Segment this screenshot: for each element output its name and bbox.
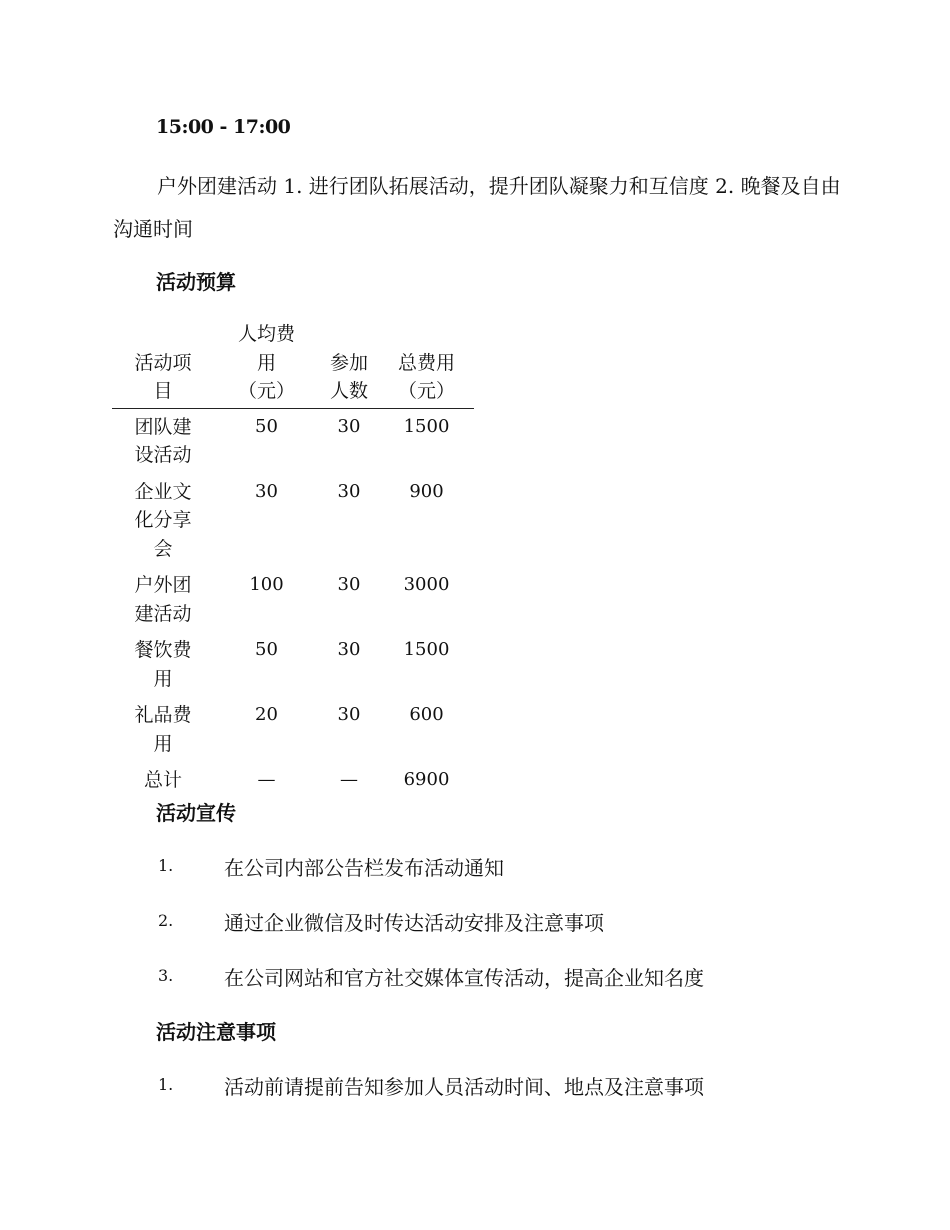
- cell-per-person: 50: [255, 639, 278, 660]
- cell-per-person: 100: [249, 574, 284, 595]
- cell-total: 900: [409, 480, 444, 502]
- cell-total: 600: [409, 704, 444, 725]
- cell-per-person: 20: [255, 704, 278, 725]
- notes-heading: 活动注意事项: [156, 1020, 276, 1044]
- table-row: [112, 632, 474, 697]
- list-number: 3.: [158, 966, 174, 985]
- col-header-item: 活动项目: [112, 318, 214, 408]
- cell-item: 企业文化分享会: [134, 480, 192, 560]
- col-header-count: 参加人数: [319, 318, 379, 408]
- list-number: 2.: [158, 911, 174, 930]
- table-row-total: [112, 762, 474, 799]
- cell-per-person: 30: [255, 480, 278, 502]
- time-range: 15:00 - 17:00: [156, 116, 291, 138]
- cell-item: 餐饮费用: [134, 639, 192, 690]
- cell-item: 礼品费用: [134, 704, 192, 755]
- cell-count: 30: [337, 704, 361, 725]
- col-header-total: 总费用（元）: [379, 318, 474, 408]
- list-number: 1.: [158, 856, 174, 875]
- budget-table: [112, 318, 474, 799]
- cell-per-person: 50: [255, 415, 278, 437]
- table-row: [112, 697, 474, 762]
- list-item: 在公司内部公告栏发布活动通知: [224, 856, 504, 880]
- cell-count: —: [340, 769, 358, 790]
- table-row: [112, 474, 474, 568]
- cell-item: 户外团建活动: [134, 574, 192, 625]
- cell-total: 3000: [403, 574, 450, 595]
- col-header-per-person: 人均费用（元）: [214, 318, 319, 408]
- cell-count: 30: [337, 574, 361, 595]
- cell-total: 6900: [403, 769, 450, 790]
- list-item: 在公司网站和官方社交媒体宣传活动，提高企业知名度: [224, 966, 704, 990]
- list-item: 通过企业微信及时传达活动安排及注意事项: [224, 911, 604, 935]
- table-row: [112, 567, 474, 632]
- cell-per-person: —: [257, 769, 276, 790]
- cell-total: 1500: [403, 639, 450, 660]
- outdoor-activity-paragraph: 户外团建活动 1. 进行团队拓展活动，提升团队凝聚力和互信度 2. 晚餐及自由沟通时间: [113, 174, 841, 241]
- budget-header-row: [112, 318, 474, 408]
- budget-heading: 活动预算: [156, 270, 236, 294]
- cell-count: 30: [337, 480, 361, 502]
- cell-count: 30: [337, 415, 361, 437]
- cell-item: 团队建设活动: [134, 415, 192, 466]
- promotion-heading: 活动宣传: [156, 801, 236, 825]
- cell-total: 1500: [403, 415, 450, 437]
- cell-item: 总计: [143, 769, 182, 791]
- list-item: 活动前请提前告知参加人员活动时间、地点及注意事项: [224, 1075, 704, 1099]
- table-row: [112, 408, 474, 474]
- cell-count: 30: [337, 639, 361, 660]
- list-number: 1.: [158, 1075, 174, 1094]
